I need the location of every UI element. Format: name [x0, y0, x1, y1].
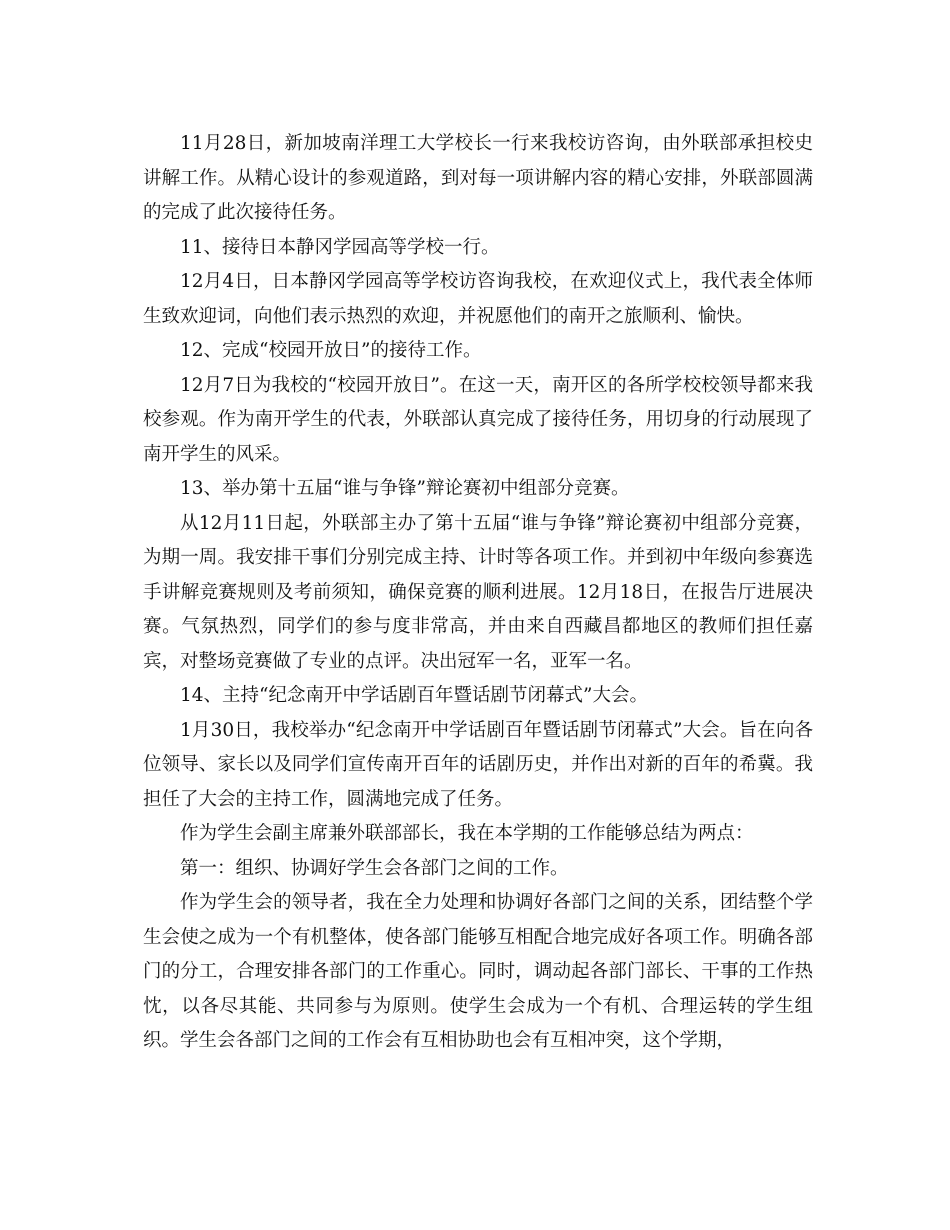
paragraph-summary-intro: 作为学生会副主席兼外联部部长，我在本学期的工作能够总结为两点： — [180, 823, 754, 844]
paragraph-nanyang-visit: 11月28日，新加坡南洋理工大学校长一行来我校访咨询，由外联部承担校史讲解工作。从精心设计的参观道路，到对每一项讲解内容的精心安排，外联部圆满的完成了此次接待任务。 — [143, 133, 813, 223]
paragraph-coordination: 作为学生会的领导者，我在全力处理和协调好各部门之间的关系，团结整个学生会使之成为一个有机整体，使各部门能够互相配合地完成好各项工作。明确各部门的分工，合理安排各部门的工作重心。同时，调动起各部门部长、干事的工作热忱，以各尽其能、共同参与为原则。使学生会成为一个有机、合理运转的学生组织。学生会各部门之间的工作会有互相协助也会有互相冲突，这个学期， — [143, 892, 813, 1051]
heading-item-14: 14、主持“纪念南开中学话剧百年暨话剧节闭幕式”大会。 — [180, 685, 648, 706]
heading-item-13: 13、举办第十五届“谁与争锋”辩论赛初中组部分竞赛。 — [180, 478, 630, 499]
paragraph-debate-contest: 从12月11日起，外联部主办了第十五届“谁与争锋”辩论赛初中组部分竞赛，为期一周。我安排干事们分别完成主持、计时等各项工作。并到初中年级向参赛选手讲解竞赛规则及考前须知，确保竞赛的顺利进展。12月18日，在报告厅进展决赛。气氛热烈，同学们的参与度非常高，并由来自西藏昌都地区的教师们担任嘉宾，对整场竞赛做了专业的点评。决出冠军一名，亚军一名。 — [143, 512, 813, 672]
heading-item-12: 12、完成“校园开放日”的接待工作。 — [180, 340, 482, 361]
paragraph-shizuoka-visit: 12月4日，日本静冈学园高等学校访咨询我校，在欢迎仪式上，我代表全体师生致欢迎词，向他们表示热烈的欢迎，并祝愿他们的南开之旅顺利、愉快。 — [143, 271, 813, 327]
paragraph-drama-centennial: 1月30日，我校举办“纪念南开中学话剧百年暨话剧节闭幕式”大会。旨在向各位领导、家长以及同学们宣传南开百年的话剧历史，并作出对新的百年的希冀。我担任了大会的主持工作，圆满地完成了任务。 — [143, 719, 813, 810]
document-body — [143, 127, 813, 1059]
heading-item-11: 11、接待日本静冈学园高等学校一行。 — [180, 236, 500, 258]
heading-point-one: 第一：组织、协调好学生会各部门之间的工作。 — [180, 857, 569, 879]
paragraph-open-day: 12月7日为我校的“校园开放日”。在这一天，南开区的各所学校校领导都来我校参观。作为南开学生的代表，外联部认真完成了接待任务，用切身的行动展现了南开学生的风采。 — [143, 374, 813, 465]
